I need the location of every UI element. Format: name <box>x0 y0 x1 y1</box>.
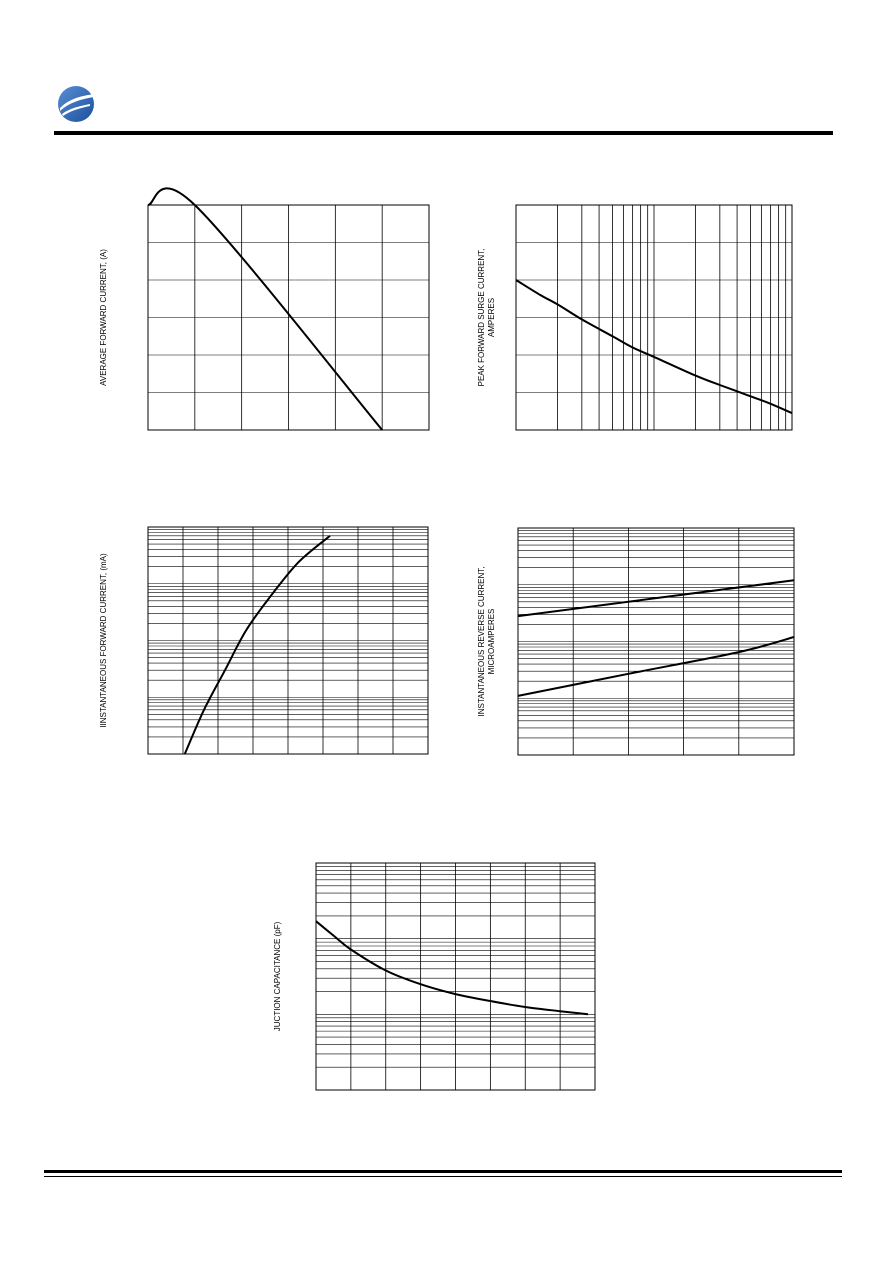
y-axis-label-line: IINSTANTANEOUS FORWARD CURRENT, (mA) <box>99 553 108 728</box>
y-axis-label <box>477 249 496 387</box>
y-axis-label-line: INSTANTANEOUS REVERSE CURRENT, <box>477 566 486 717</box>
series-line-1 <box>518 580 794 616</box>
series-line-1 <box>185 536 330 754</box>
y-axis-label-line: AMPERES <box>487 297 496 338</box>
y-axis-label-line: AVERAGE FORWARD CURRENT, (A) <box>99 249 108 386</box>
footer-rule-thick <box>44 1170 842 1173</box>
series-line-1 <box>316 921 588 1014</box>
y-axis-label-line: PEAK FORWARD SURGE CURRENT, <box>477 248 486 387</box>
y-axis-label <box>273 921 282 1031</box>
chart-average-forward-current <box>90 195 440 440</box>
series-line-1 <box>148 188 382 430</box>
footer-rule-thin <box>44 1176 842 1177</box>
series-line-2 <box>518 637 794 696</box>
globe-swoosh-logo-icon <box>56 84 96 124</box>
chart-instantaneous-forward-current <box>90 520 440 765</box>
y-axis-label <box>99 249 108 386</box>
header-rule <box>54 131 833 135</box>
y-axis-label-line: MICROAMPERES <box>487 608 496 675</box>
y-axis-label <box>99 553 108 728</box>
y-axis-label <box>477 567 496 717</box>
chart-peak-forward-surge-current <box>470 195 800 440</box>
company-logo <box>56 84 96 124</box>
chart-instantaneous-reverse-current <box>470 520 800 765</box>
chart-junction-capacitance <box>255 855 605 1100</box>
y-axis-label-line: JUCTION CAPACITANCE (pF) <box>273 921 282 1032</box>
